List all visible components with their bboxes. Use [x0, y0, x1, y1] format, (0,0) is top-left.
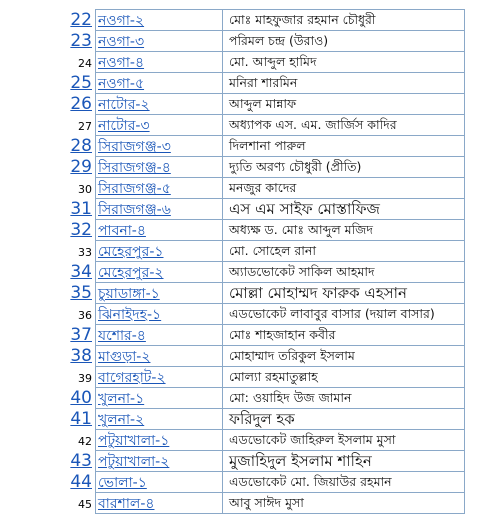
- row-number-cell: [61, 94, 96, 115]
- table-row: [61, 283, 465, 304]
- constituency-link[interactable]: পটুয়াখালা-১: [98, 433, 170, 449]
- candidate-name: মো: ওয়াহিদ উজ জামান: [223, 388, 465, 409]
- row-number-link[interactable]: 41: [70, 409, 92, 429]
- constituency-cell: [96, 430, 223, 451]
- row-number-link[interactable]: 34: [70, 262, 92, 282]
- row-number: 45: [78, 497, 92, 511]
- constituency-cell: [96, 31, 223, 52]
- constituency-cell: [96, 157, 223, 178]
- table-row: [61, 241, 465, 262]
- row-number-link[interactable]: 23: [70, 31, 92, 51]
- table-row: [61, 388, 465, 409]
- constituency-cell: [96, 178, 223, 199]
- constituency-link[interactable]: মাগুড়া-২: [98, 349, 151, 365]
- constituency-link[interactable]: ভোলা-১: [98, 475, 147, 491]
- constituency-cell: [96, 94, 223, 115]
- row-number-link[interactable]: 38: [70, 346, 92, 366]
- row-number: 27: [78, 119, 92, 133]
- row-number-cell: [61, 493, 96, 514]
- constituency-cell: [96, 220, 223, 241]
- constituency-link[interactable]: নাটোর-২: [98, 97, 150, 113]
- candidate-name: এডভোকেট লাবাবুর বাসার (দয়াল বাসার): [223, 304, 465, 325]
- constituency-cell: [96, 52, 223, 73]
- candidate-name: আবু সাঈদ মুসা: [223, 493, 465, 514]
- row-number-cell: [61, 73, 96, 94]
- table-row: [61, 262, 465, 283]
- candidate-list: [0, 9, 500, 514]
- row-number-cell: [61, 262, 96, 283]
- constituency-cell: [96, 262, 223, 283]
- candidate-name: এডভোকেট জাহিরুল ইসলাম মুসা: [223, 430, 465, 451]
- row-number: 30: [78, 182, 92, 196]
- constituency-cell: [96, 472, 223, 493]
- constituency-link[interactable]: খুলনা-১: [98, 391, 145, 407]
- candidate-name: পরিমল চন্দ্র (উরাও): [223, 31, 465, 52]
- row-number-cell: [61, 178, 96, 199]
- candidate-name: মোল্যা রহমাতুল্লাহ: [223, 367, 465, 388]
- candidate-table-body: [61, 10, 465, 514]
- table-row: [61, 73, 465, 94]
- row-number-cell: [61, 472, 96, 493]
- candidate-name: মোল্লা মোহাম্মদ ফারুক এহসান: [223, 283, 465, 304]
- row-number: 33: [78, 245, 92, 259]
- constituency-cell: [96, 10, 223, 31]
- candidate-name: আব্দুল মান্নাফ: [223, 94, 465, 115]
- constituency-cell: [96, 115, 223, 136]
- candidate-name: মো. সোহেল রানা: [223, 241, 465, 262]
- row-number-link[interactable]: 22: [70, 10, 92, 30]
- table-row: [61, 157, 465, 178]
- row-number-cell: [61, 241, 96, 262]
- candidate-name: এস এম সাইফ মোস্তাফিজ: [223, 199, 465, 220]
- constituency-link[interactable]: সিরাজগঞ্জ-৬: [98, 202, 171, 218]
- constituency-link[interactable]: সিরাজগঞ্জ-৫: [98, 181, 171, 197]
- table-row: [61, 346, 465, 367]
- row-number-link[interactable]: 31: [70, 199, 92, 219]
- candidate-name: মনিরা শারমিন: [223, 73, 465, 94]
- row-number-link[interactable]: 37: [70, 325, 92, 345]
- row-number-link[interactable]: 35: [70, 283, 92, 303]
- constituency-link[interactable]: পটুয়াখালা-২: [98, 454, 170, 470]
- table-row: [61, 220, 465, 241]
- table-row: [61, 94, 465, 115]
- constituency-link[interactable]: যশোর-৪: [98, 328, 146, 344]
- row-number-cell: [61, 388, 96, 409]
- row-number-cell: [61, 199, 96, 220]
- table-row: [61, 52, 465, 73]
- row-number-link[interactable]: 43: [70, 451, 92, 471]
- row-number-link[interactable]: 25: [70, 73, 92, 93]
- constituency-link[interactable]: নওগা-৩: [98, 34, 145, 50]
- constituency-link[interactable]: মেহেরপুর-২: [98, 265, 164, 281]
- table-row: [61, 493, 465, 514]
- constituency-cell: [96, 367, 223, 388]
- constituency-link[interactable]: নাটোর-৩: [98, 118, 150, 134]
- candidate-name: মো. আব্দুল হামিদ: [223, 52, 465, 73]
- row-number-cell: [61, 430, 96, 451]
- table-row: [61, 409, 465, 430]
- table-row: [61, 10, 465, 31]
- constituency-link[interactable]: ঝিনাইদহ-১: [98, 307, 162, 323]
- constituency-cell: [96, 136, 223, 157]
- constituency-cell: [96, 283, 223, 304]
- table-row: [61, 451, 465, 472]
- candidate-name: ফরিদুল হক: [223, 409, 465, 430]
- constituency-cell: [96, 451, 223, 472]
- row-number-cell: [61, 136, 96, 157]
- row-number-link[interactable]: 44: [70, 472, 92, 492]
- row-number: 42: [78, 434, 92, 448]
- constituency-cell: [96, 73, 223, 94]
- table-row: [61, 472, 465, 493]
- constituency-link[interactable]: পাবনা-৪: [98, 223, 146, 239]
- row-number: 36: [78, 308, 92, 322]
- row-number: 24: [78, 56, 92, 70]
- table-row: [61, 178, 465, 199]
- row-number: 39: [78, 371, 92, 385]
- constituency-link[interactable]: সিরাজগঞ্জ-৩: [98, 139, 171, 155]
- row-number-cell: [61, 31, 96, 52]
- row-number-link[interactable]: 29: [70, 157, 92, 177]
- candidate-name: অধ্যক্ষ ড. মোঃ আব্দুল মজিদ: [223, 220, 465, 241]
- candidate-name: মোঃ শাহজাহান কবীর: [223, 325, 465, 346]
- row-number-cell: [61, 283, 96, 304]
- candidate-name: মুজাহিদুল ইসলাম শাহিন: [223, 451, 465, 472]
- constituency-link[interactable]: সিরাজগঞ্জ-৪: [98, 160, 171, 176]
- candidate-name: দিলশানা পারুল: [223, 136, 465, 157]
- constituency-link[interactable]: নওগা-৪: [98, 55, 145, 71]
- constituency-cell: [96, 409, 223, 430]
- constituency-link[interactable]: খুলনা-২: [98, 412, 145, 428]
- candidate-name: মনজুর কাদের: [223, 178, 465, 199]
- table-row: [61, 367, 465, 388]
- constituency-cell: [96, 388, 223, 409]
- constituency-link[interactable]: মেহেরপুর-১: [98, 244, 164, 260]
- constituency-link[interactable]: নওগা-৫: [98, 76, 145, 92]
- row-number-link[interactable]: 40: [70, 388, 92, 408]
- row-number-cell: [61, 157, 96, 178]
- row-number-cell: [61, 115, 96, 136]
- table-row: [61, 430, 465, 451]
- constituency-cell: [96, 241, 223, 262]
- candidate-name: দ্যুতি অরণ্য চৌধুরী (প্রীতি): [223, 157, 465, 178]
- table-row: [61, 199, 465, 220]
- row-number-link[interactable]: 26: [70, 94, 92, 114]
- table-row: [61, 31, 465, 52]
- row-number-cell: [61, 451, 96, 472]
- row-number-cell: [61, 367, 96, 388]
- constituency-cell: [96, 325, 223, 346]
- constituency-cell: [96, 304, 223, 325]
- constituency-link[interactable]: চুয়াডাঙ্গা-১: [98, 286, 160, 302]
- constituency-link[interactable]: বারশাল-৪: [98, 496, 155, 512]
- table-row: [61, 115, 465, 136]
- constituency-cell: [96, 199, 223, 220]
- row-number-cell: [61, 346, 96, 367]
- constituency-link[interactable]: বাগেরহাট-২: [98, 370, 166, 386]
- constituency-cell: [96, 493, 223, 514]
- table-row: [61, 325, 465, 346]
- row-number-cell: [61, 10, 96, 31]
- row-number-link[interactable]: 28: [70, 136, 92, 156]
- candidate-name: অ্যাডভোকেট সাকিল আহমাদ: [223, 262, 465, 283]
- candidate-table: [61, 9, 465, 514]
- candidate-name: মোহাম্মাদ তরিকুল ইসলাম: [223, 346, 465, 367]
- candidate-name: মোঃ মাহফুজার রহমান চৌধুরী: [223, 10, 465, 31]
- constituency-link[interactable]: নওগা-২: [98, 13, 145, 29]
- row-number-link[interactable]: 32: [70, 220, 92, 240]
- row-number-cell: [61, 220, 96, 241]
- candidate-name: এডভোকেট মো. জিয়াউর রহমান: [223, 472, 465, 493]
- row-number-cell: [61, 325, 96, 346]
- table-row: [61, 304, 465, 325]
- row-number-cell: [61, 409, 96, 430]
- row-number-cell: [61, 52, 96, 73]
- constituency-cell: [96, 346, 223, 367]
- row-number-cell: [61, 304, 96, 325]
- table-row: [61, 136, 465, 157]
- candidate-name: অধ্যাপক এস. এম. জার্জিস কাদির: [223, 115, 465, 136]
